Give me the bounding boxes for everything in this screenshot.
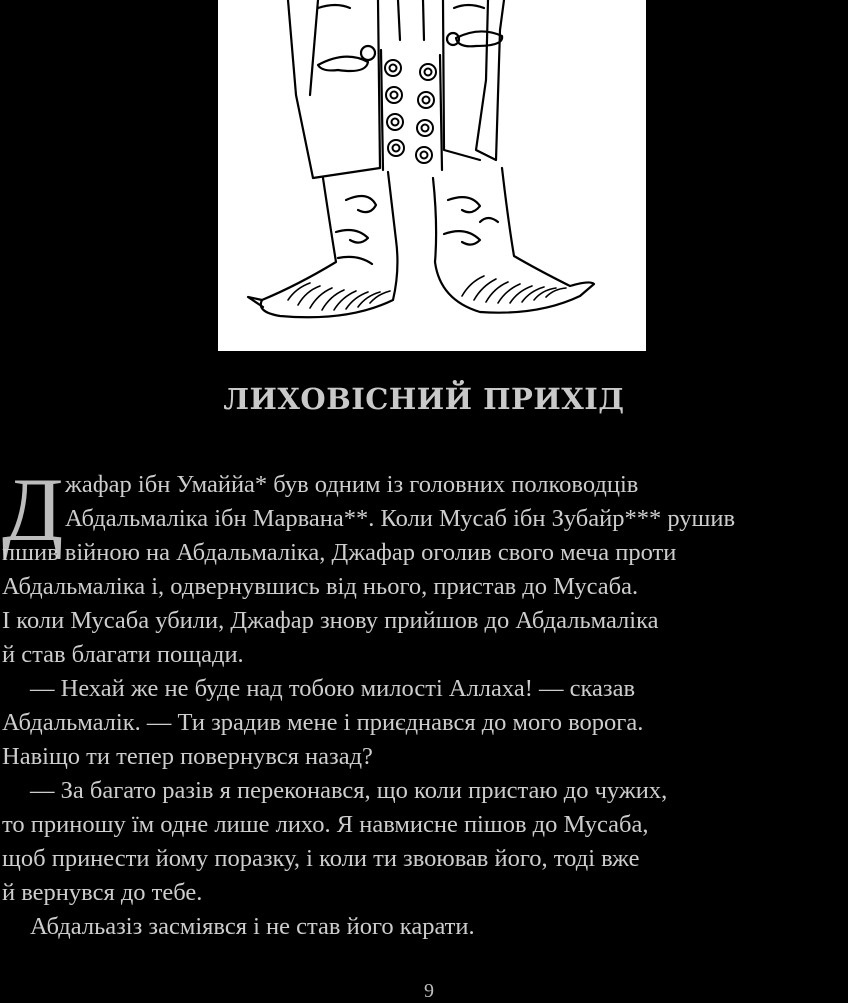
text-line: Абдальмаліка ібн Марвана**. Коли Мусаб ібн Зубайр*** рушив bbox=[65, 505, 736, 532]
text-line: Абдальмалік. — Ти зрадив мене і приєднався до мого ворога. bbox=[2, 709, 644, 736]
chapter-title: ЛИХОВІСНИЙ ПРИХІД bbox=[223, 382, 625, 416]
story-text bbox=[2, 461, 848, 944]
text-line: то приношу їм одне лише лихо. Я навмисне пішов до Мусаба, bbox=[2, 811, 649, 838]
text-line: Абдальмаліка і, одвернувшись від нього, пристав до Мусаба. bbox=[2, 573, 639, 600]
text-line: жафар ібн Умаййа* був одним із головних полководців bbox=[65, 471, 639, 498]
text-line: І коли Мусаба убили, Джафар знову прийшов до Абдальмаліка bbox=[2, 607, 659, 634]
page-number: 9 bbox=[424, 980, 434, 1002]
text-line: — Нехай же не буде над тобою милості Аллаха! — сказав bbox=[30, 675, 636, 702]
text-line: пшив війною на Абдальмаліка, Джафар оголив свого меча проти bbox=[2, 539, 677, 566]
text-line: — За багато разів я переконався, що коли пристаю до чужих, bbox=[30, 777, 668, 804]
text-line: Навіщо ти тепер повернувся назад? bbox=[2, 743, 373, 770]
drop-cap: Д bbox=[2, 461, 64, 560]
text-line: щоб принести йому поразку, і коли ти звоював його, тоді вже bbox=[2, 845, 640, 872]
text-line: Абдальазіз засміявся і не став його карати. bbox=[30, 913, 475, 940]
illustration-boots bbox=[218, 0, 646, 351]
text-line: й вернувся до тебе. bbox=[2, 879, 203, 906]
text-line: й став благати пощади. bbox=[2, 641, 244, 668]
boots-drawing bbox=[218, 0, 646, 351]
